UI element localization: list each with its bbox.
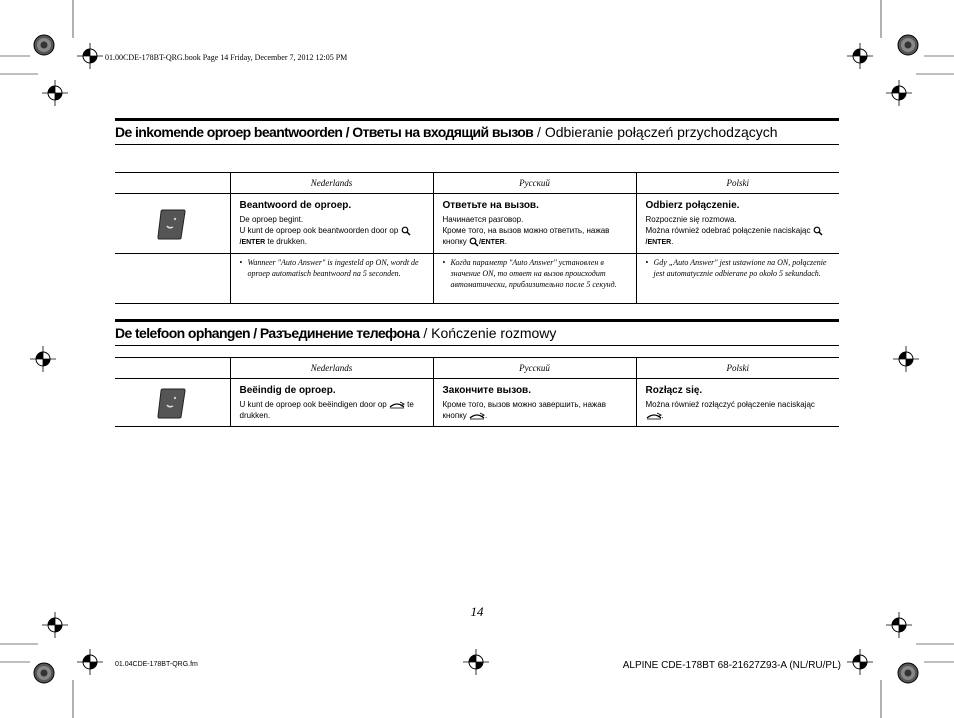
search-icon [813,226,823,236]
registration-mark-icon [42,80,68,106]
step-heading: Закончите вызов. [442,385,531,396]
section-title-hangup [115,319,839,346]
step-body: De oproep begint. U kunt de oproep ook beantwoorden door op /ENTER te drukken. [231,212,433,253]
footer-model-code: ALPINE CDE-178BT 68-21627Z93-A (NL/RU/PL) [622,660,841,671]
step-heading: Ответьте на вызов. [442,200,539,211]
note-cell-nl [230,254,433,304]
hang-up-icon [646,411,662,420]
column-header-ru: Русский [433,358,636,379]
hangup-table [115,357,839,427]
step-body: Można również rozłączyć połączenie naciskając . [645,400,815,420]
phone-button-icon [157,208,187,240]
auto-answer-note: • Gdy „Auto Answer" jest ustawione na ON, połączenie jest automatycznie odbierane po około 5 sekundach. [645,258,827,278]
answer-call-table [115,172,839,304]
step-body: U kunt de oproep ook beëindigen door op te drukken. [239,400,414,420]
column-header-nl: Nederlands [230,173,433,194]
hang-up-icon [389,400,405,409]
registration-mark-icon [847,43,873,69]
table-header-blank [115,173,230,194]
step-heading: Rozłącz się. [645,385,703,396]
step-body: Начинается разговор. Кроме того, на вызов можно ответить, нажав кнопку /ENTER. [442,215,610,246]
hangup-cell-nl [230,379,433,427]
section-title-pl: / Odbieranie połączeń przychodzących [533,124,778,140]
search-icon [401,226,411,236]
step-heading: Beëindig de oproep. [239,385,336,396]
section-title-answer [115,118,839,145]
column-header-ru: Русский [433,173,636,194]
step-heading: Beantwoord de oproep. [239,200,352,211]
registration-mark-icon [463,649,489,675]
footer-file-name: 01.04CDE-178BT-QRG.fm [115,661,198,668]
registration-mark-icon [30,346,56,372]
step-body: Rozpocznie się rozmowa. Można również odebrać połączenie naciskając /ENTER. [637,212,840,253]
note-icon-cell [115,254,230,304]
section-title-nl: De telefoon ophangen / [115,325,260,341]
registration-mark-icon [886,80,912,106]
section-title-ru: Разъединение телефона [259,325,420,341]
auto-answer-note: • Когда параметр "Auto Answer" установлен в значение ON, то ответ на вызов происходит автоматически, приблизительно после 5 секунд. [442,258,617,289]
section-title-pl: / Kończenie rozmowy [419,325,557,341]
icon-cell [115,379,230,427]
answer-cell-nl [230,194,433,254]
color-wheel-icon [34,663,54,683]
phone-button-icon [157,387,187,419]
step-heading: Odbierz połączenie. [645,200,740,211]
search-icon [469,237,479,247]
section-title-ru: Ответы на входящий вызов [352,124,534,140]
color-wheel-icon [34,35,54,55]
registration-mark-icon [847,649,873,675]
hangup-cell-ru [433,379,636,427]
answer-cell-pl [636,194,839,254]
note-cell-pl [636,254,839,304]
registration-mark-icon [77,649,103,675]
color-wheel-icon [898,663,918,683]
color-wheel-icon [898,35,918,55]
section-title-nl: De inkomende oproep beantwoorden / [115,124,353,140]
icon-cell [115,194,230,254]
file-header: 01.00CDE-178BT-QRG.book Page 14 Friday, December 7, 2012 12:05 PM [105,53,348,62]
registration-mark-icon [893,346,919,372]
note-cell-ru [433,254,636,304]
answer-cell-ru [433,194,636,254]
hang-up-icon [469,411,485,420]
hangup-cell-pl [636,379,839,427]
auto-answer-note: • Wanneer "Auto Answer" is ingesteld op ON, wordt de oproep automatisch beantwoord na 5 seconden. [239,258,419,278]
registration-mark-icon [77,43,103,69]
column-header-nl: Nederlands [230,358,433,379]
table-header-blank [115,358,230,379]
step-body: Кроме того, вызов можно завершить, нажав кнопку . [442,400,606,420]
page-number: 14 [470,604,484,619]
column-header-pl: Polski [636,173,839,194]
column-header-pl: Polski [636,358,839,379]
